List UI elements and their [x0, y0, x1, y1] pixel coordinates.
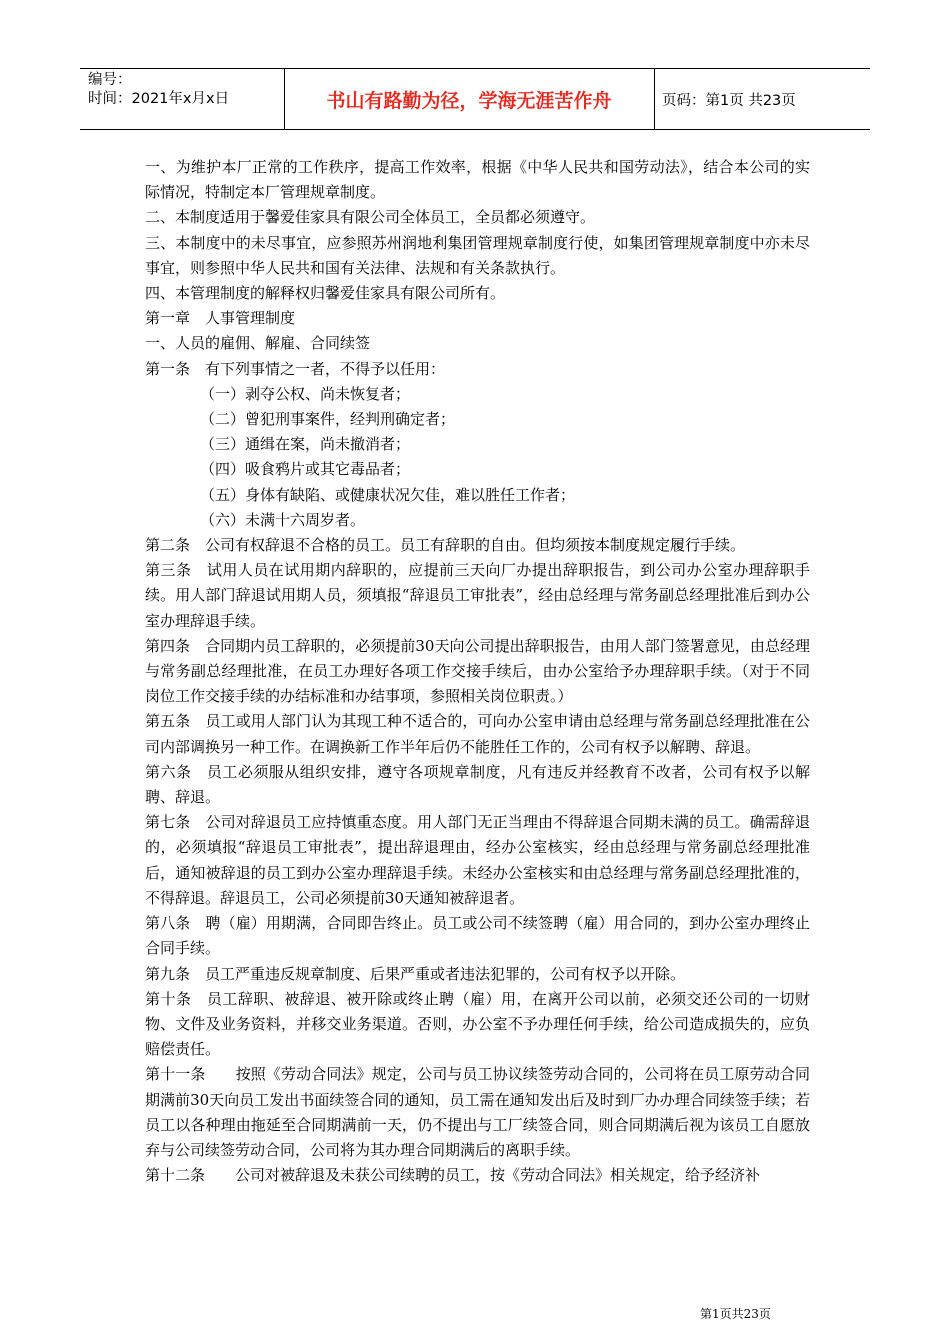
article-paragraph: 第八条 聘（雇）用期满，合同即告终止。员工或公司不续签聘（雇）用合同的，到办公室办理终止合同手续。: [145, 914, 810, 958]
document-body: [145, 155, 810, 1188]
list-item: （四）吸食鸦片或其它毒品者；: [200, 460, 411, 479]
article-paragraph: 第七条 公司对辞退员工应持慎重态度。用人部门无正当理由不得辞退合同期未满的员工。确需辞退的，必须填报“辞退员工审批表”，提出辞退理由，经办公室核实，经由总经理与常务副总经理批准后，通知被辞退的员工到办公室办理辞退手续。未经办公室核实和由总经理与常务副总经理批准的，不得辞退。辞退员工，公司必须提前30天通知被辞退者。: [145, 813, 810, 907]
article-paragraph: 第三条 试用人员在试用期内辞职的，应提前三天向厂办提出辞职报告，到公司办公室办理辞职手续。用人部门辞退试用期人员，须填报“辞退员工审批表”，经由总经理与常务副总经理批准后到办公室办理辞退手续。: [145, 561, 810, 630]
article-paragraph: 第十二条 公司对被辞退及未获公司续聘的员工，按《劳动合同法》相关规定，给予经济补: [145, 1166, 761, 1185]
list-item: （五）身体有缺陷、或健康状况欠佳，难以胜任工作者；: [200, 485, 576, 504]
article-paragraph: 第五条 员工或用人部门认为其现工种不适合的，可向办公室申请由总经理与常务副总经理批准在公司内部调换另一种工作。在调换新工作半年后仍不能胜任工作的，公司有权予以解聘、辞退。: [145, 712, 810, 756]
header-motto: 书山有路勤为径，学海无涯苦作舟: [326, 89, 612, 112]
article-paragraph: 第六条 员工必须服从组织安排，遵守各项规章制度，凡有违反并经教育不改者，公司有权予以解聘、辞退。: [145, 762, 810, 807]
article-paragraph: 第一条 有下列事情之一者，不得予以任用：: [145, 359, 446, 378]
section-heading: 一、人员的雇佣、解雇、合同续签: [145, 334, 371, 353]
list-item: （二）曾犯刑事案件，经判刑确定者；: [200, 410, 456, 429]
article-paragraph: 第十一条 按照《劳动合同法》规定，公司与员工协议续签劳动合同的，公司将在员工原劳动合同期满前30天向员工发出书面续签合同的通知，员工需在通知发出后及时到厂办办理合同续签手续；若员工以各种理由拖延至合同期满前一天，仍不提出与工厂续签合同，则合同期满后视为该员工自愿放弃与公司续签劳动合同，公司将为其办理合同期满后的离职手续。: [145, 1065, 810, 1159]
paragraph: 一、为维护本厂正常的工作秩序，提高工作效率，根据《中华人民共和国劳动法》，结合本公司的实际情况，特制定本厂管理规章制度。: [145, 158, 810, 202]
header-page-info: 页码：第1页 共23页: [662, 92, 796, 109]
article-paragraph: 第九条 员工严重违反规章制度、后果严重或者违法犯罪的，公司有权予以开除。: [145, 964, 686, 983]
chapter-heading: 第一章 人事管理制度: [145, 309, 296, 328]
page-header: [80, 68, 870, 130]
paragraph: 三、本制度中的未尽事宜，应参照苏州润地利集团管理规章制度行使，如集团管理规章制度中亦未尽事宜，则参照中华人民共和国有关法律、法规和有关条款执行。: [145, 233, 810, 277]
header-divider-right: [654, 69, 655, 129]
article-paragraph: 第四条 合同期内员工辞职的，必须提前30天向公司提出辞职报告，由用人部门签署意见，由总经理与常务副总经理批准，在员工办理好各项工作交接手续后，由办公室给予办理辞职手续。（对于不同岗位工作交接手续的办结标准和办结事项，参照相关岗位职责。）: [145, 636, 810, 706]
header-meta: [88, 71, 288, 109]
paragraph: 四、本管理制度的解释权归馨爱佳家具有限公司所有。: [145, 284, 506, 303]
paragraph: 二、本制度适用于馨爱佳家具有限公司全体员工，全员都必须遵守。: [145, 208, 596, 227]
article-paragraph: 第十条 员工辞职、被辞退、被开除或终止聘（雇）用，在离开公司以前，必须交还公司的一切财物、文件及业务资料，并移交业务渠道。否则，办公室不予办理任何手续，给公司造成损失的，应负赔偿责任。: [145, 989, 810, 1059]
page-footer: 第1页共23页: [700, 1307, 771, 1321]
list-item: （一）剥夺公权、尚未恢复者；: [200, 384, 411, 403]
list-item: （三）通缉在案，尚未撤消者；: [200, 435, 411, 454]
article-paragraph: 第二条 公司有权辞退不合格的员工。员工有辞职的自由。但均须按本制度规定履行手续。: [145, 536, 746, 555]
date-label: 时间：2021年x月x日: [88, 91, 230, 107]
serial-number-label: 编号：: [88, 72, 132, 88]
list-item: （六）未满十六周岁者。: [200, 510, 366, 529]
